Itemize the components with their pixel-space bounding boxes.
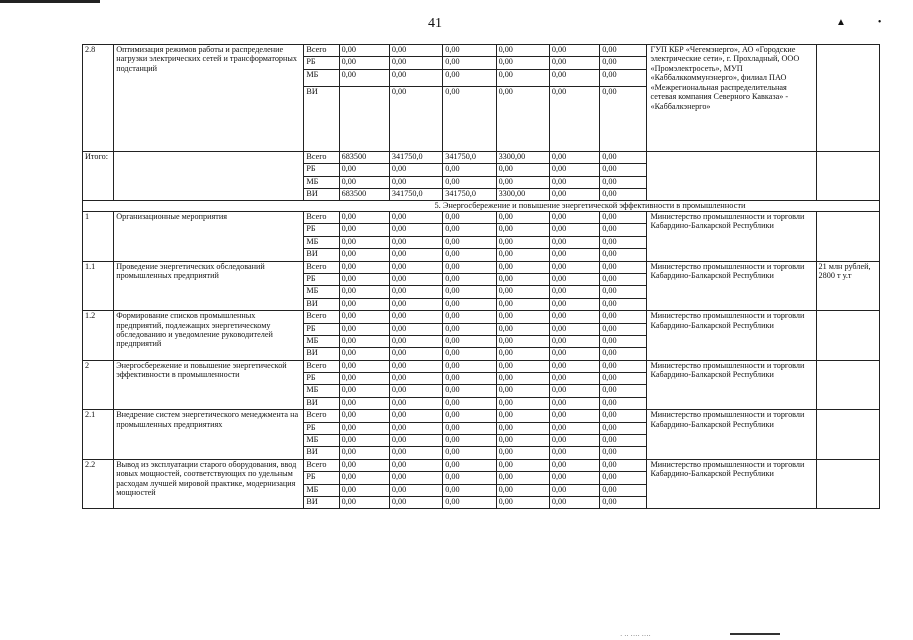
amount-cell: 0,00 — [549, 212, 599, 224]
amount-cell: 0,00 — [549, 273, 599, 285]
page-number: 41 — [428, 16, 442, 31]
amount-cell: 0,00 — [389, 261, 442, 273]
amount-cell: 0,00 — [443, 385, 496, 397]
table-row — [83, 45, 880, 57]
amount-cell: 0,00 — [339, 69, 389, 86]
amount-cell: 0,00 — [549, 484, 599, 496]
amount-cell: 0,00 — [549, 261, 599, 273]
amount-cell: 0,00 — [339, 286, 389, 298]
amount-cell: 0,00 — [339, 422, 389, 434]
footer-smudge: · ·· ···· ···· — [620, 632, 651, 640]
amount-cell: 0,00 — [389, 335, 442, 347]
amount-cell: 0,00 — [600, 410, 647, 422]
responsible-organization: ГУП КБР «Чегемэнерго», АО «Городские электрические сети», г. Прохладный, ООО «Промэлектросеть», МУП «Каббалккоммунэнерго», филиал ПАО «Межрегиональная распределительная сетевая компания Северного Кавказа» - «Каббалкэнерго» — [647, 45, 816, 152]
amount-cell: 0,00 — [549, 286, 599, 298]
amount-cell: 0,00 — [389, 472, 442, 484]
amount-cell: 0,00 — [600, 385, 647, 397]
amount-cell: 0,00 — [496, 410, 549, 422]
amount-cell: 0,00 — [389, 422, 442, 434]
table-row — [83, 410, 880, 422]
measure-description: Вывод из эксплуатации старого оборудования, ввод новых мощностей, соответствующих по удельным расходам лучшей мировой практике, модернизация мощностей — [114, 459, 304, 509]
responsible-organization — [647, 151, 816, 201]
amount-cell: 0,00 — [600, 496, 647, 508]
amount-cell: 0,00 — [339, 459, 389, 471]
funding-source: РБ — [304, 57, 339, 69]
mark-triangle: ▲ — [836, 17, 878, 28]
row-number: 1 — [83, 212, 114, 262]
amount-cell: 683500 — [339, 151, 389, 163]
amount-cell: 0,00 — [600, 57, 647, 69]
row-number: Итого: — [83, 151, 114, 201]
table-row — [83, 360, 880, 372]
amount-cell: 0,00 — [443, 298, 496, 310]
amount-cell: 0,00 — [443, 249, 496, 261]
mark-dot: • — [877, 17, 913, 28]
amount-cell: 0,00 — [549, 45, 599, 57]
amount-cell: 0,00 — [389, 286, 442, 298]
amount-cell: 0,00 — [389, 385, 442, 397]
amount-cell: 0,00 — [339, 298, 389, 310]
funding-source: ВИ — [304, 298, 339, 310]
amount-cell: 0,00 — [443, 459, 496, 471]
amount-cell: 0,00 — [389, 57, 442, 69]
expected-result — [816, 151, 879, 201]
amount-cell: 3300,00 — [496, 151, 549, 163]
amount-cell: 0,00 — [339, 484, 389, 496]
expected-result — [816, 360, 879, 410]
amount-cell: 0,00 — [389, 484, 442, 496]
responsible-organization: Министерство промышленности и торговли Кабардино-Балкарской Республики — [647, 410, 816, 460]
amount-cell: 0,00 — [549, 348, 599, 360]
amount-cell: 0,00 — [549, 422, 599, 434]
amount-cell: 0,00 — [549, 298, 599, 310]
amount-cell: 0,00 — [549, 311, 599, 323]
amount-cell: 0,00 — [496, 484, 549, 496]
amount-cell: 0,00 — [549, 69, 599, 86]
row-number: 2.8 — [83, 45, 114, 152]
amount-cell: 0,00 — [496, 236, 549, 248]
amount-cell: 0,00 — [443, 360, 496, 372]
section-row — [83, 201, 880, 212]
amount-cell: 0,00 — [549, 496, 599, 508]
amount-cell: 0,00 — [339, 176, 389, 188]
amount-cell: 0,00 — [600, 472, 647, 484]
amount-cell: 0,00 — [339, 212, 389, 224]
amount-cell: 0,00 — [339, 496, 389, 508]
amount-cell: 0,00 — [496, 472, 549, 484]
footer-bar — [730, 633, 780, 635]
amount-cell: 0,00 — [389, 224, 442, 236]
amount-cell: 0,00 — [600, 212, 647, 224]
amount-cell: 0,00 — [339, 311, 389, 323]
amount-cell: 0,00 — [600, 459, 647, 471]
amount-cell: 0,00 — [443, 422, 496, 434]
funding-source: ВИ — [304, 397, 339, 409]
responsible-organization: Министерство промышленности и торговли Кабардино-Балкарской Республики — [647, 212, 816, 262]
amount-cell: 0,00 — [496, 57, 549, 69]
amount-cell: 0,00 — [496, 164, 549, 176]
funding-source: РБ — [304, 224, 339, 236]
amount-cell — [339, 86, 389, 151]
funding-source: Всего — [304, 212, 339, 224]
row-number: 2.1 — [83, 410, 114, 460]
amount-cell: 0,00 — [443, 273, 496, 285]
amount-cell: 0,00 — [600, 151, 647, 163]
amount-cell: 0,00 — [443, 69, 496, 86]
amount-cell: 0,00 — [389, 69, 442, 86]
funding-source: МБ — [304, 286, 339, 298]
program-table — [82, 44, 880, 509]
amount-cell: 0,00 — [600, 422, 647, 434]
table-row — [83, 261, 880, 273]
amount-cell: 0,00 — [496, 360, 549, 372]
row-number: 2 — [83, 360, 114, 410]
amount-cell: 0,00 — [443, 373, 496, 385]
amount-cell: 0,00 — [443, 224, 496, 236]
amount-cell: 0,00 — [389, 496, 442, 508]
funding-source: ВИ — [304, 249, 339, 261]
measure-description: Внедрение систем энергетического менеджмента на промышленных предприятиях — [114, 410, 304, 460]
amount-cell: 0,00 — [339, 335, 389, 347]
amount-cell: 0,00 — [549, 224, 599, 236]
amount-cell: 0,00 — [549, 86, 599, 151]
measure-description — [114, 151, 304, 201]
expected-result — [816, 311, 879, 361]
amount-cell: 0,00 — [389, 298, 442, 310]
funding-source: ВИ — [304, 86, 339, 151]
amount-cell: 0,00 — [600, 373, 647, 385]
expected-result: 21 млн рублей, 2800 т у.т — [816, 261, 879, 311]
measure-description: Энергосбережение и повышение энергетической эффективности в промышленности — [114, 360, 304, 410]
responsible-organization: Министерство промышленности и торговли Кабардино-Балкарской Республики — [647, 311, 816, 361]
amount-cell: 0,00 — [496, 459, 549, 471]
amount-cell: 0,00 — [496, 422, 549, 434]
amount-cell: 0,00 — [549, 385, 599, 397]
amount-cell: 0,00 — [600, 273, 647, 285]
funding-source: Всего — [304, 410, 339, 422]
row-number: 2.2 — [83, 459, 114, 509]
row-number: 1.1 — [83, 261, 114, 311]
amount-cell: 0,00 — [549, 373, 599, 385]
amount-cell: 0,00 — [443, 323, 496, 335]
amount-cell: 0,00 — [496, 261, 549, 273]
amount-cell: 0,00 — [496, 496, 549, 508]
amount-cell: 0,00 — [600, 188, 647, 200]
amount-cell: 0,00 — [443, 176, 496, 188]
amount-cell: 0,00 — [389, 323, 442, 335]
amount-cell: 0,00 — [549, 164, 599, 176]
funding-source: ВИ — [304, 447, 339, 459]
amount-cell: 0,00 — [389, 45, 442, 57]
amount-cell: 0,00 — [339, 323, 389, 335]
amount-cell: 0,00 — [600, 261, 647, 273]
amount-cell: 0,00 — [549, 360, 599, 372]
amount-cell: 0,00 — [339, 360, 389, 372]
amount-cell: 683500 — [339, 188, 389, 200]
amount-cell: 3300,00 — [496, 188, 549, 200]
amount-cell: 0,00 — [496, 323, 549, 335]
amount-cell: 0,00 — [549, 435, 599, 447]
amount-cell: 0,00 — [443, 447, 496, 459]
amount-cell: 0,00 — [339, 373, 389, 385]
amount-cell: 0,00 — [443, 311, 496, 323]
amount-cell: 0,00 — [600, 397, 647, 409]
funding-source: МБ — [304, 69, 339, 86]
amount-cell: 0,00 — [339, 385, 389, 397]
amount-cell: 0,00 — [339, 435, 389, 447]
amount-cell: 0,00 — [339, 397, 389, 409]
amount-cell: 0,00 — [443, 397, 496, 409]
amount-cell: 0,00 — [389, 410, 442, 422]
amount-cell: 0,00 — [443, 57, 496, 69]
amount-cell: 0,00 — [443, 261, 496, 273]
funding-source: РБ — [304, 373, 339, 385]
amount-cell: 0,00 — [496, 86, 549, 151]
funding-source: МБ — [304, 236, 339, 248]
amount-cell: 0,00 — [443, 164, 496, 176]
amount-cell: 0,00 — [600, 249, 647, 261]
amount-cell: 0,00 — [389, 311, 442, 323]
amount-cell: 0,00 — [443, 348, 496, 360]
amount-cell: 341750,0 — [389, 151, 442, 163]
funding-source: МБ — [304, 335, 339, 347]
amount-cell: 0,00 — [549, 447, 599, 459]
section-title: 5. Энергосбережение и повышение энергетической эффективности в промышленности — [83, 201, 880, 212]
amount-cell: 0,00 — [339, 261, 389, 273]
amount-cell: 0,00 — [549, 188, 599, 200]
amount-cell: 0,00 — [339, 45, 389, 57]
amount-cell: 0,00 — [389, 447, 442, 459]
amount-cell: 0,00 — [496, 273, 549, 285]
amount-cell: 0,00 — [389, 397, 442, 409]
amount-cell: 0,00 — [389, 348, 442, 360]
amount-cell: 0,00 — [339, 273, 389, 285]
funding-source: РБ — [304, 472, 339, 484]
funding-source: ВИ — [304, 188, 339, 200]
amount-cell: 0,00 — [443, 286, 496, 298]
amount-cell: 341750,0 — [389, 188, 442, 200]
amount-cell: 0,00 — [600, 311, 647, 323]
amount-cell: 0,00 — [339, 224, 389, 236]
amount-cell: 341750,0 — [443, 188, 496, 200]
funding-source: Всего — [304, 261, 339, 273]
amount-cell: 0,00 — [443, 45, 496, 57]
amount-cell: 0,00 — [389, 212, 442, 224]
amount-cell: 0,00 — [600, 435, 647, 447]
measure-description: Организационные мероприятия — [114, 212, 304, 262]
funding-source: ВИ — [304, 348, 339, 360]
amount-cell: 0,00 — [600, 286, 647, 298]
amount-cell: 0,00 — [389, 360, 442, 372]
amount-cell: 0,00 — [339, 236, 389, 248]
funding-source: Всего — [304, 45, 339, 57]
amount-cell: 0,00 — [496, 385, 549, 397]
amount-cell: 0,00 — [496, 435, 549, 447]
amount-cell: 0,00 — [443, 496, 496, 508]
amount-cell: 0,00 — [600, 176, 647, 188]
measure-description: Оптимизация режимов работы и распределение нагрузки электрических сетей и трансформаторных подстанций — [114, 45, 304, 152]
amount-cell: 0,00 — [339, 472, 389, 484]
amount-cell: 0,00 — [496, 224, 549, 236]
table-row — [83, 311, 880, 323]
measure-description: Формирование списков промышленных предприятий, подлежащих энергетическому обследованию и уведомление руководителей предприятий — [114, 311, 304, 361]
responsible-organization: Министерство промышленности и торговли Кабардино-Балкарской Республики — [647, 459, 816, 509]
amount-cell: 0,00 — [496, 348, 549, 360]
amount-cell: 0,00 — [600, 298, 647, 310]
amount-cell: 0,00 — [389, 373, 442, 385]
amount-cell: 0,00 — [600, 447, 647, 459]
amount-cell: 0,00 — [389, 164, 442, 176]
amount-cell: 0,00 — [549, 57, 599, 69]
amount-cell: 0,00 — [496, 447, 549, 459]
amount-cell: 0,00 — [339, 447, 389, 459]
amount-cell: 0,00 — [549, 236, 599, 248]
amount-cell: 0,00 — [496, 335, 549, 347]
responsible-organization: Министерство промышленности и торговли Кабардино-Балкарской Республики — [647, 261, 816, 311]
amount-cell: 0,00 — [549, 410, 599, 422]
amount-cell: 0,00 — [549, 335, 599, 347]
amount-cell: 0,00 — [549, 459, 599, 471]
amount-cell: 0,00 — [496, 212, 549, 224]
expected-result — [816, 410, 879, 460]
amount-cell: 0,00 — [600, 224, 647, 236]
responsible-organization: Министерство промышленности и торговли Кабардино-Балкарской Республики — [647, 360, 816, 410]
amount-cell: 0,00 — [389, 236, 442, 248]
funding-source: РБ — [304, 323, 339, 335]
funding-source: РБ — [304, 164, 339, 176]
amount-cell: 0,00 — [549, 249, 599, 261]
amount-cell: 0,00 — [339, 57, 389, 69]
expected-result — [816, 212, 879, 262]
page-marks — [836, 17, 913, 28]
funding-source: Всего — [304, 360, 339, 372]
amount-cell: 0,00 — [443, 335, 496, 347]
funding-source: МБ — [304, 484, 339, 496]
amount-cell: 0,00 — [443, 212, 496, 224]
funding-source: ВИ — [304, 496, 339, 508]
amount-cell: 0,00 — [600, 484, 647, 496]
table-row — [83, 151, 880, 163]
amount-cell: 0,00 — [389, 176, 442, 188]
amount-cell: 0,00 — [443, 410, 496, 422]
amount-cell: 0,00 — [496, 298, 549, 310]
amount-cell: 0,00 — [600, 335, 647, 347]
funding-source: Всего — [304, 459, 339, 471]
scan-edge-line — [0, 0, 100, 3]
amount-cell: 0,00 — [339, 249, 389, 261]
amount-cell: 341750,0 — [443, 151, 496, 163]
amount-cell: 0,00 — [496, 311, 549, 323]
table-row — [83, 459, 880, 471]
amount-cell: 0,00 — [389, 86, 442, 151]
amount-cell: 0,00 — [339, 164, 389, 176]
amount-cell: 0,00 — [600, 236, 647, 248]
amount-cell: 0,00 — [549, 397, 599, 409]
amount-cell: 0,00 — [496, 69, 549, 86]
amount-cell: 0,00 — [443, 484, 496, 496]
funding-source: МБ — [304, 435, 339, 447]
amount-cell: 0,00 — [600, 323, 647, 335]
amount-cell: 0,00 — [549, 151, 599, 163]
amount-cell: 0,00 — [496, 397, 549, 409]
amount-cell: 0,00 — [600, 86, 647, 151]
measure-description: Проведение энергетических обследований промышленных предприятий — [114, 261, 304, 311]
amount-cell: 0,00 — [600, 45, 647, 57]
amount-cell: 0,00 — [339, 348, 389, 360]
amount-cell: 0,00 — [600, 360, 647, 372]
funding-source: Всего — [304, 311, 339, 323]
amount-cell: 0,00 — [443, 435, 496, 447]
amount-cell: 0,00 — [600, 69, 647, 86]
amount-cell: 0,00 — [389, 249, 442, 261]
amount-cell: 0,00 — [443, 86, 496, 151]
amount-cell: 0,00 — [549, 472, 599, 484]
amount-cell: 0,00 — [496, 176, 549, 188]
row-number: 1.2 — [83, 311, 114, 361]
funding-source: Всего — [304, 151, 339, 163]
amount-cell: 0,00 — [549, 176, 599, 188]
funding-source: РБ — [304, 273, 339, 285]
funding-source: МБ — [304, 385, 339, 397]
amount-cell: 0,00 — [389, 459, 442, 471]
amount-cell: 0,00 — [389, 435, 442, 447]
table-body — [83, 45, 880, 509]
expected-result — [816, 459, 879, 509]
amount-cell: 0,00 — [443, 236, 496, 248]
amount-cell: 0,00 — [496, 286, 549, 298]
amount-cell: 0,00 — [549, 323, 599, 335]
amount-cell: 0,00 — [389, 273, 442, 285]
amount-cell: 0,00 — [496, 249, 549, 261]
expected-result — [816, 45, 879, 152]
amount-cell: 0,00 — [443, 472, 496, 484]
amount-cell: 0,00 — [600, 164, 647, 176]
amount-cell: 0,00 — [339, 410, 389, 422]
funding-source: МБ — [304, 176, 339, 188]
table-row — [83, 212, 880, 224]
amount-cell: 0,00 — [600, 348, 647, 360]
funding-source: РБ — [304, 422, 339, 434]
amount-cell: 0,00 — [496, 373, 549, 385]
amount-cell: 0,00 — [496, 45, 549, 57]
